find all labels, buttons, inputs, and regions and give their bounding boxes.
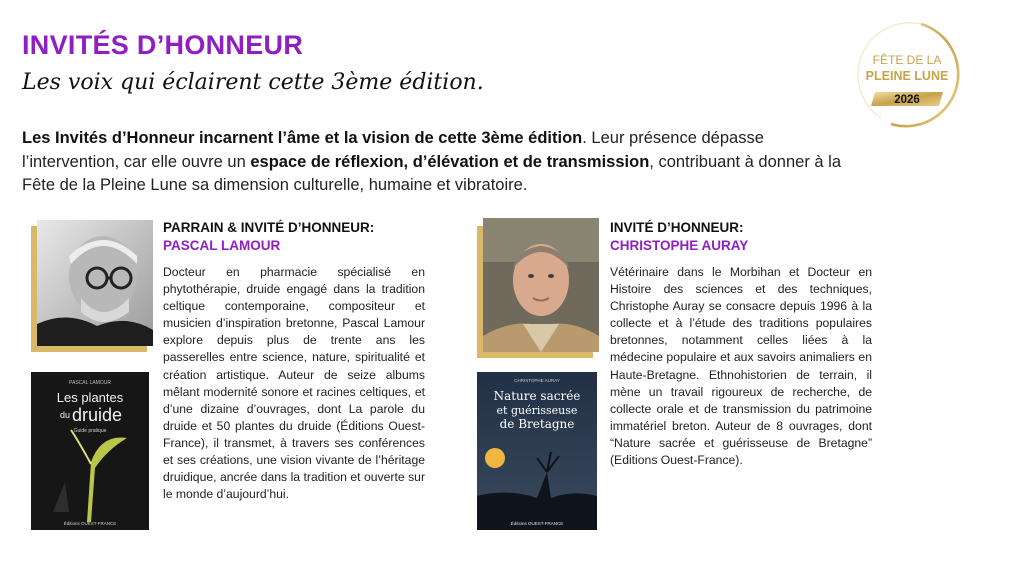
intro-bold-1: Les Invités d’Honneur incarnent l’âme et la vision de cette 3ème édition: [22, 129, 583, 147]
book-1-title-small: du: [59, 410, 71, 420]
book-2-moon-illustration: [485, 448, 505, 468]
guest-1-name: PASCAL LAMOUR: [163, 238, 281, 253]
book-1-title-line1: Les plantes: [56, 390, 124, 405]
festival-logo: [851, 18, 963, 130]
guest-2-bio: Vétérinaire dans le Morbihan et Docteur en Histoire des sciences et des techniques, Christophe Auray se consacre depuis 1996 à la collecte et à l’étude des traditions populaires bretonnes, notamment celles liées à la médecine populaire et aux savoirs animaliers en Haute-Bretagne. Ethnohistorien de terrain, il mène un travail rigoureux de recherche, de collecte orale et de transmission du patrimoine immatériel breton. Auteur de 8 ouvrages, dont “Nature sacrée et guérisseuse de Bretagne” (Editions Ouest-France).: [610, 265, 872, 468]
book-2-author: CHRISTOPHE AURAY: [514, 378, 560, 383]
guest-1-role: PARRAIN & INVITÉ D’HONNEUR:: [163, 220, 375, 235]
book-1-subtitle: Guide pratique: [73, 428, 107, 434]
guest-1-bio: Docteur en pharmacie spécialisé en phytothérapie, druide engagé dans la tradition celtique contemporaine, compositeur et musicien d’inspiration bretonne, Pascal Lamour explore depuis plus de trente ans les passerelles entre science, nature, spiritualité et création artistique. Auteur de seize albums mêlant modernité sonore et racines celtiques, et d’une dizaine d’ouvrages, dont La parole du druide et 50 plantes du druide (Éditions Ouest-France), il transmet, à travers ses conférences et ses créations, une vision vivante de l’héritage druidique, ancrée dans la tradition et ouverte sur le monde d’aujourd’hui.: [163, 265, 425, 502]
book-2-title-line3: de Bretagne: [499, 417, 575, 431]
guest-1-photo: [31, 220, 153, 352]
book-2-title-line2: et guérisseuse: [496, 404, 578, 417]
intro-bold-2: espace de réflexion, d’élévation et de transmission: [250, 152, 650, 171]
book-1-publisher: Éditions OUEST-FRANCE: [63, 521, 117, 526]
guest-2-role: INVITÉ D’HONNEUR:: [610, 220, 744, 235]
guest-2-heading: [610, 219, 872, 255]
book-1-title-line2: druide: [71, 405, 123, 425]
guest-2-photo: [477, 218, 599, 358]
intro-text-1: . Leur présence dépasse l’intervention, car elle ouvre un: [22, 129, 764, 171]
logo-line1: FÊTE DE LA: [872, 53, 942, 67]
page-title: INVITÉS D’HONNEUR: [22, 30, 304, 60]
guest-2-name: CHRISTOPHE AURAY: [610, 238, 749, 253]
logo-line2: PLEINE LUNE: [865, 69, 949, 83]
page-subtitle: Les voix qui éclairent cette 3ème édition.: [22, 70, 484, 95]
logo-year: 2026: [894, 94, 920, 106]
book-2-title-line1: Nature sacrée: [493, 389, 581, 403]
guest-1-book-cover: [31, 372, 149, 530]
book-2-publisher: Éditions OUEST-FRANCE: [510, 521, 564, 526]
intro-paragraph: [22, 127, 852, 198]
intro-text-2: , contribuant à donner à la Fête de la Pleine Lune sa dimension culturelle, humaine et vibratoire.: [22, 152, 841, 194]
book-1-author: PASCAL LAMOUR: [69, 380, 111, 386]
guest-2-book-cover: [477, 372, 597, 530]
guest-1-heading: [163, 219, 425, 255]
